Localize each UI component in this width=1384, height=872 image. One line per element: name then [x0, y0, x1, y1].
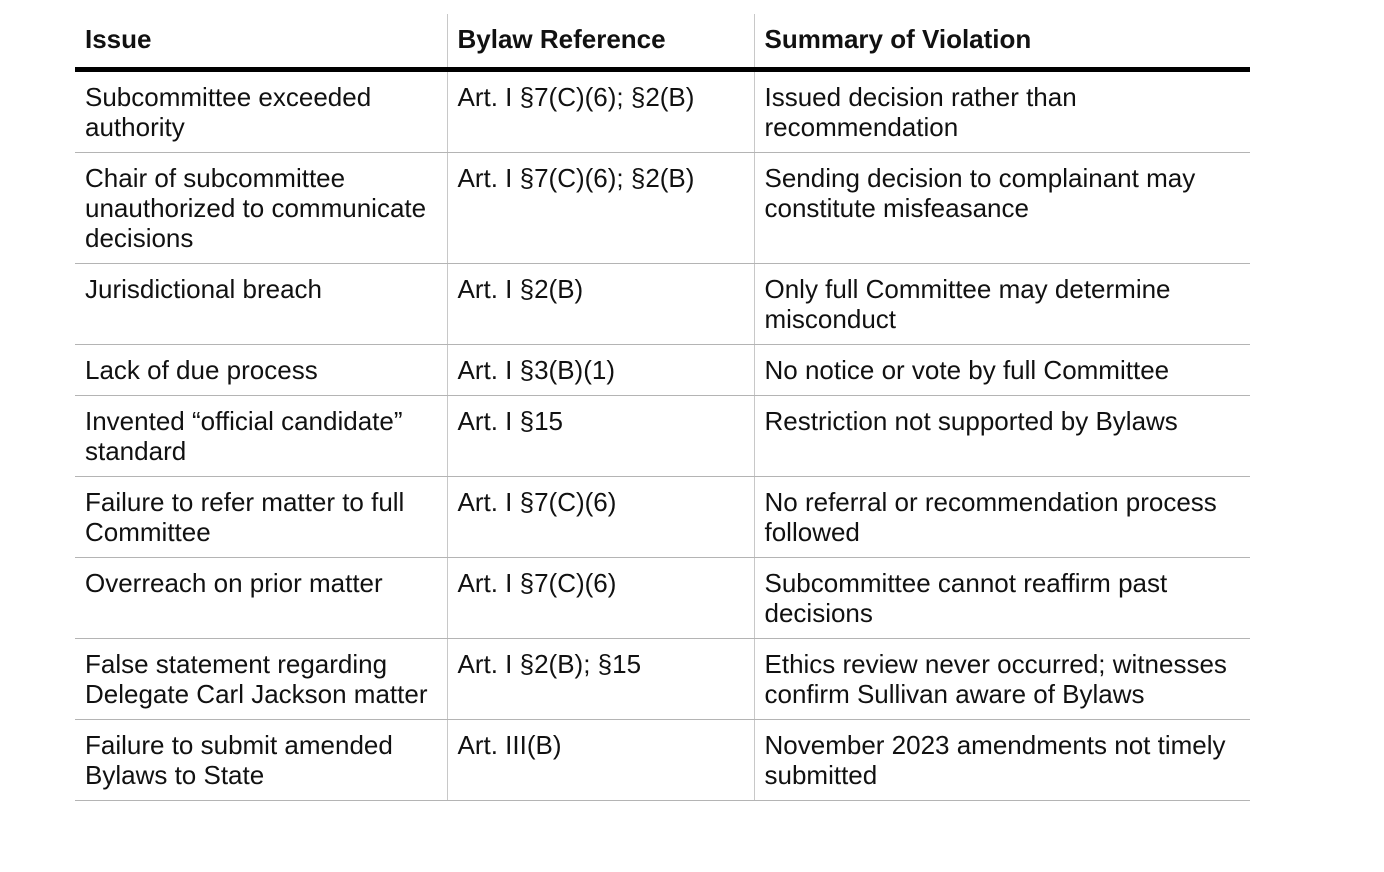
summary-cell: Issued decision rather than recommendation [754, 70, 1250, 153]
header-summary-of-violation: Summary of Violation [754, 14, 1250, 70]
table-row [75, 720, 1250, 801]
table-row [75, 264, 1250, 345]
issue-cell: Overreach on prior matter [75, 558, 447, 639]
table-row [75, 70, 1250, 153]
reference-cell: Art. III(B) [447, 720, 754, 801]
issue-cell: Jurisdictional breach [75, 264, 447, 345]
summary-cell: Sending decision to complainant may constitute misfeasance [754, 153, 1250, 264]
table-row [75, 639, 1250, 720]
table-row [75, 558, 1250, 639]
summary-cell: No referral or recommendation process followed [754, 477, 1250, 558]
summary-cell: Only full Committee may determine misconduct [754, 264, 1250, 345]
table-row [75, 345, 1250, 396]
table-row [75, 477, 1250, 558]
header-bylaw-reference: Bylaw Reference [447, 14, 754, 70]
summary-cell: Ethics review never occurred; witnesses confirm Sullivan aware of Bylaws [754, 639, 1250, 720]
reference-cell: Art. I §7(C)(6); §2(B) [447, 70, 754, 153]
reference-cell: Art. I §7(C)(6); §2(B) [447, 153, 754, 264]
issue-cell: Failure to submit amended Bylaws to State [75, 720, 447, 801]
table-body [75, 70, 1250, 801]
reference-cell: Art. I §7(C)(6) [447, 477, 754, 558]
reference-cell: Art. I §2(B) [447, 264, 754, 345]
summary-cell: No notice or vote by full Committee [754, 345, 1250, 396]
table-row [75, 153, 1250, 264]
violations-table [75, 14, 1250, 801]
summary-cell: November 2023 amendments not timely submitted [754, 720, 1250, 801]
issue-cell: Failure to refer matter to full Committee [75, 477, 447, 558]
header-issue: Issue [75, 14, 447, 70]
issue-cell: Invented “official candidate” standard [75, 396, 447, 477]
reference-cell: Art. I §3(B)(1) [447, 345, 754, 396]
header-row [75, 14, 1250, 70]
issue-cell: Lack of due process [75, 345, 447, 396]
issue-cell: Subcommittee exceeded authority [75, 70, 447, 153]
summary-cell: Subcommittee cannot reaffirm past decisions [754, 558, 1250, 639]
table-header [75, 14, 1250, 70]
reference-cell: Art. I §15 [447, 396, 754, 477]
summary-cell: Restriction not supported by Bylaws [754, 396, 1250, 477]
issue-cell: False statement regarding Delegate Carl Jackson matter [75, 639, 447, 720]
issue-cell: Chair of subcommittee unauthorized to communicate decisions [75, 153, 447, 264]
reference-cell: Art. I §2(B); §15 [447, 639, 754, 720]
reference-cell: Art. I §7(C)(6) [447, 558, 754, 639]
table-row [75, 396, 1250, 477]
